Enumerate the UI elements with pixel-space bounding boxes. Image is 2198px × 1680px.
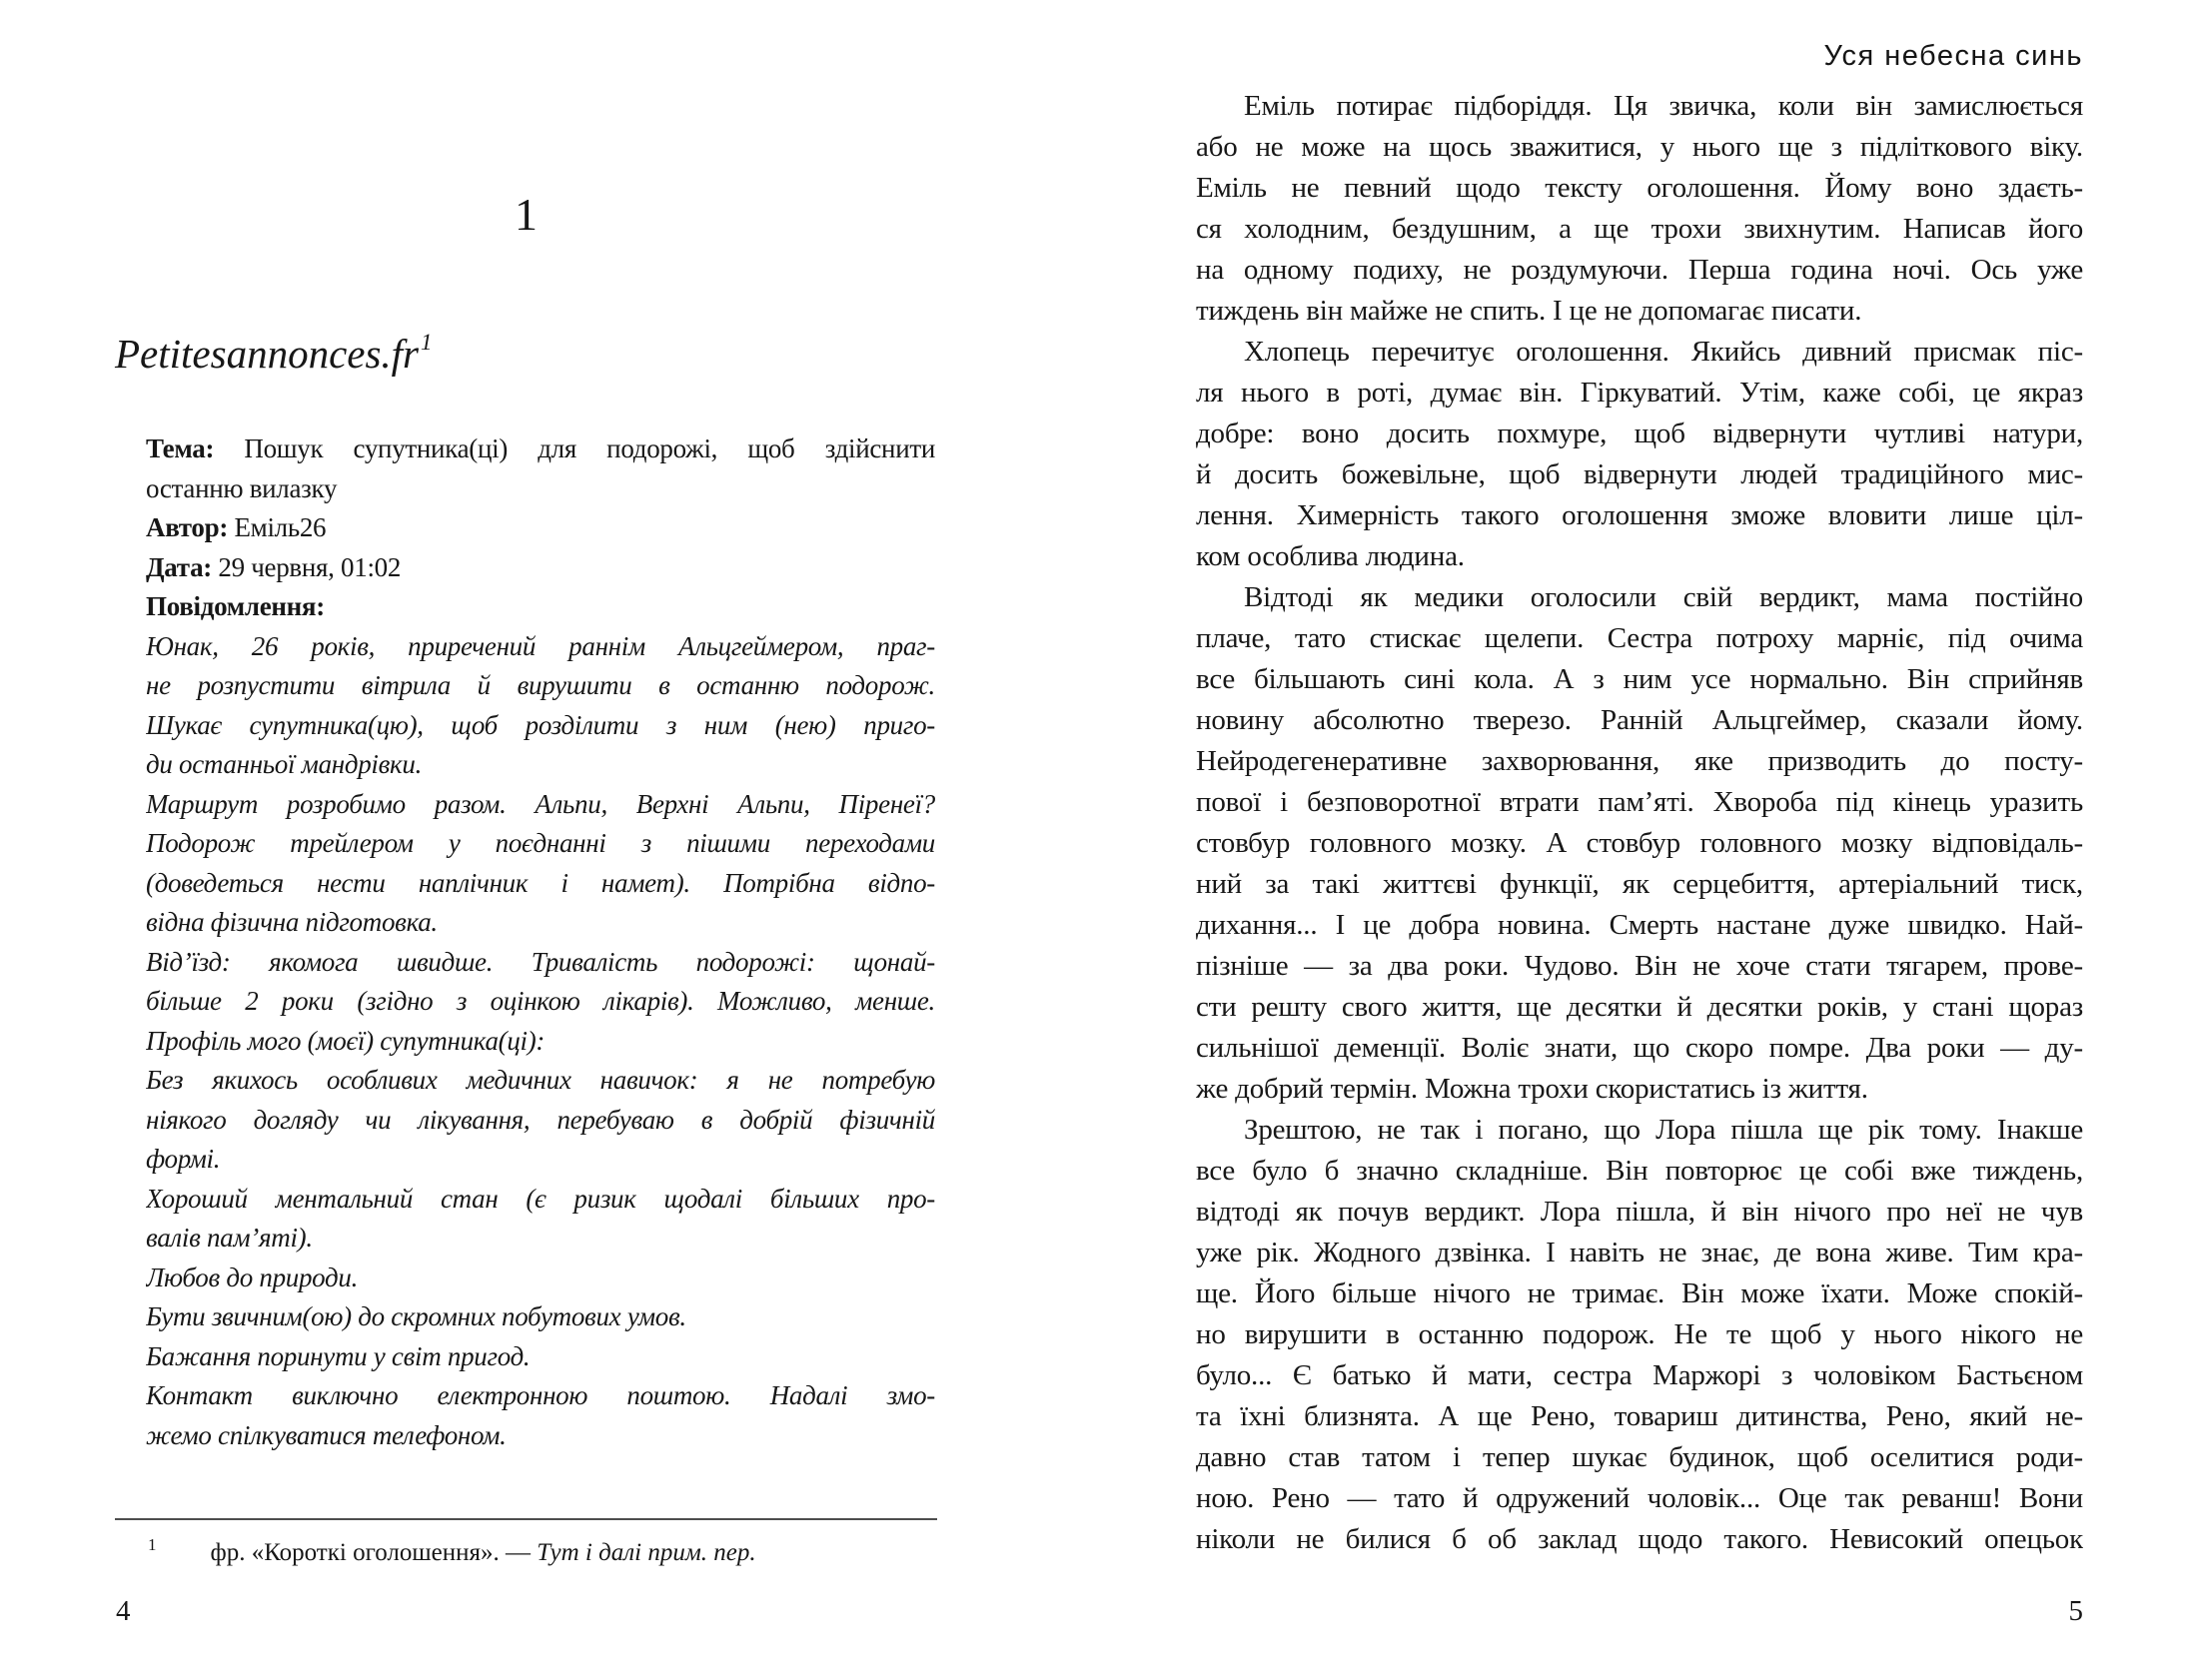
text-line <box>146 627 935 667</box>
paragraph <box>1196 1110 2083 1560</box>
text-segment: плаче, тато стискає щелепи. Сестра потроху марніє, під очима <box>1196 622 2083 654</box>
text-line <box>1196 414 2083 454</box>
text-line <box>146 824 935 864</box>
text-line <box>1196 1478 2083 1519</box>
text-line <box>1196 864 2083 905</box>
text-segment: давно став татом і тепер шукає будинок, щоб оселитися роди- <box>1196 1441 2083 1473</box>
text-segment: та їхні близнята. А ще Рено, товариш дитинства, Рено, який не- <box>1196 1400 2083 1432</box>
text-segment: Контакт виключно електронною поштою. Надалі змо- <box>146 1380 935 1410</box>
text-line <box>1196 1151 2083 1192</box>
text-segment: Еміль не певний щодо тексту оголошення. Йому воно здаєть- <box>1196 172 2083 204</box>
text-segment: но вирушити в останню подорож. Не те щоб у нього нікого не <box>1196 1318 2083 1350</box>
body-text <box>1196 86 2083 1560</box>
text-line <box>1196 1192 2083 1233</box>
text-line <box>1196 905 2083 946</box>
text-line <box>1196 782 2083 823</box>
text-line <box>1196 250 2083 291</box>
text-line <box>146 745 935 785</box>
text-line <box>1196 168 2083 209</box>
text-segment: Бажання поринути у світ пригод. <box>146 1340 531 1371</box>
text-segment: Юнак, 26 років, приречений раннім Альцгеймером, праг- <box>146 630 935 661</box>
text-line <box>146 587 935 627</box>
footnote-text: фр. «Короткі оголошення». — <box>210 1539 538 1566</box>
text-segment: пової і безповоротної втрати пам’яті. Хвороба під кінець уразить <box>1196 786 2083 818</box>
text-line <box>146 864 935 904</box>
footnote-reference: 1 <box>421 330 433 355</box>
text-segment: Профіль мого (моєї) супутника(ці): <box>146 1025 546 1056</box>
text-line <box>1196 127 2083 168</box>
text-segment: Еміль потирає підборіддя. Ця звичка, коли він замислюється <box>1244 90 2083 122</box>
text-line <box>1196 987 2083 1028</box>
text-line <box>1196 1519 2083 1560</box>
text-line <box>1196 332 2083 373</box>
footnote-marker: 1 <box>148 1535 157 1554</box>
text-segment: Пошук супутника(ці) для подорожі, щоб здійснити <box>214 433 935 463</box>
text-segment: ний за такі життєві функції, як серцебиття, артеріальний тиск, <box>1196 868 2083 900</box>
text-segment: Відтоді як медики оголосили свій вердикт, мама постійно <box>1244 581 2083 613</box>
text-segment: же добрий термін. Можна трохи скористатись із життя. <box>1196 1073 1868 1105</box>
text-segment: ди останньої мандрівки. <box>146 749 423 779</box>
text-line <box>146 982 935 1022</box>
text-segment: було... Є батько й мати, сестра Маржорі з чоловіком Бастьєном <box>1196 1359 2083 1391</box>
text-segment: ля нього в роті, думає він. Гіркуватий. Утім, каже собі, це якраз <box>1196 377 2083 409</box>
text-line <box>146 1297 935 1337</box>
text-segment: тиждень він майже не спить. І це не допомагає писати. <box>1196 295 1862 327</box>
page-number-left: 4 <box>116 1595 131 1627</box>
text-segment: відна фізична підготовка. <box>146 907 438 937</box>
chapter-title <box>115 330 433 378</box>
text-segment: Зрештою, не так і погано, що Лора пішла ще рік тому. Інакше <box>1244 1114 2083 1146</box>
text-line <box>1196 700 2083 741</box>
text-line <box>1196 536 2083 577</box>
text-line <box>146 1219 935 1259</box>
text-line <box>146 1061 935 1101</box>
text-segment: ся холодним, бездушним, а ще трохи звихнутим. Написав його <box>1196 213 2083 245</box>
ad-text-block <box>146 429 935 1455</box>
text-line <box>1196 946 2083 987</box>
text-line <box>146 1416 935 1456</box>
text-line <box>1196 823 2083 864</box>
text-segment: Еміль26 <box>228 512 327 542</box>
text-line <box>1196 291 2083 332</box>
text-segment: ніколи не билися б об заклад щодо такого. Невисокий опецьок <box>1196 1523 2083 1555</box>
text-line <box>146 1180 935 1220</box>
footnote-text-italic: Тут і далі прим. пер. <box>537 1539 756 1566</box>
text-line <box>146 785 935 825</box>
text-line <box>146 1376 935 1416</box>
text-line <box>146 429 935 469</box>
text-segment: формі. <box>146 1144 221 1174</box>
text-segment: останню вилазку <box>146 472 338 503</box>
text-line <box>146 469 935 509</box>
right-page <box>1099 0 2198 1680</box>
footnote-divider <box>115 1518 937 1520</box>
text-line <box>146 1259 935 1298</box>
text-line <box>1196 1233 2083 1273</box>
text-segment: Нейродегенеративне захворювання, яке призводить до посту- <box>1196 745 2083 777</box>
text-segment: ною. Рено — тато й одружений чоловік... Оце так реванш! Вони <box>1196 1482 2083 1514</box>
text-line <box>1196 1069 2083 1110</box>
text-segment: все більшають сині кола. А з ним усе нормально. Він сприйняв <box>1196 663 2083 695</box>
text-segment: й досить божевільне, щоб відвернути людей традиційного мис- <box>1196 458 2083 490</box>
text-line <box>1196 1355 2083 1396</box>
text-segment: відтоді як почув вердикт. Лора пішла, й він нічого про неї не чув <box>1196 1196 2083 1228</box>
text-segment: Маршрут розробимо разом. Альпи, Верхні Альпи, Піренеї? <box>146 788 935 819</box>
text-line <box>1196 1028 2083 1069</box>
text-segment: або не може на щось зважитися, у нього ще з підліткового віку. <box>1196 131 2083 163</box>
text-segment: Від’їзд: якомога швидше. Тривалість подорожі: щонай- <box>146 946 935 977</box>
text-line <box>1196 1110 2083 1151</box>
text-segment: дихання... І це добра новина. Смерть настане дуже швидко. Най- <box>1196 909 2083 941</box>
text-segment: на одному подиху, не роздумуючи. Перша година ночі. Ось уже <box>1196 254 2083 286</box>
text-line <box>146 1337 935 1377</box>
text-line <box>1196 86 2083 127</box>
text-line <box>146 706 935 746</box>
text-line <box>1196 495 2083 536</box>
field-label: Автор: <box>146 512 229 542</box>
paragraph <box>1196 86 2083 332</box>
text-segment: не розпустити вітрила й вирушити в останню подорож. <box>146 670 935 700</box>
text-segment: ніякого догляду чи лікування, перебуваю в добрій фізичній <box>146 1104 935 1135</box>
text-segment: сильнішої деменції. Воліє знати, що скоро помре. Два роки — ду- <box>1196 1032 2083 1064</box>
text-segment: стовбур головного мозку. А стовбур головного мозку відповідаль- <box>1196 827 2083 859</box>
text-segment: Бути звичним(ою) до скромних побутових умов. <box>146 1301 686 1331</box>
text-segment: 29 червня, 01:02 <box>211 551 402 582</box>
text-line <box>1196 741 2083 782</box>
page-number-right: 5 <box>2068 1595 2083 1627</box>
text-segment: Подорож трейлером у поєднанні з пішими переходами <box>146 828 935 858</box>
text-line <box>146 666 935 706</box>
text-segment: лення. Химерність такого оголошення зможе вловити лише ціл- <box>1196 499 2083 531</box>
text-line <box>146 548 935 588</box>
paragraph <box>1196 332 2083 577</box>
chapter-number: 1 <box>515 189 538 240</box>
text-segment: жемо спілкуватися телефоном. <box>146 1419 507 1450</box>
text-line <box>1196 209 2083 250</box>
text-line <box>1196 1273 2083 1314</box>
text-segment: пізніше — за два роки. Чудово. Він не хоче стати тягарем, прове- <box>1196 950 2083 982</box>
text-segment: більше 2 роки (згідно з оцінкою лікарів). Можливо, менше. <box>146 986 935 1016</box>
footnote <box>148 1536 937 1570</box>
text-line <box>146 508 935 548</box>
field-label: Дата: <box>146 551 212 582</box>
text-segment: Хороший ментальний стан (є ризик щодалі більших про- <box>146 1183 935 1214</box>
text-segment: Без якихось особливих медичних навичок: я не потребую <box>146 1065 935 1095</box>
text-line <box>1196 1396 2083 1437</box>
text-line <box>146 1101 935 1141</box>
text-line <box>1196 577 2083 618</box>
field-label: Повідомлення: <box>146 591 325 621</box>
text-line <box>146 943 935 983</box>
text-line <box>146 1022 935 1062</box>
text-segment: Шукає супутника(цю), щоб розділити з ним (нею) приго- <box>146 709 935 740</box>
text-line <box>1196 659 2083 700</box>
field-label: Тема: <box>146 433 215 463</box>
text-segment: (доведеться нести наплічник і намет). Потрібна відпо- <box>146 867 935 898</box>
chapter-title-text: Petitesannonces.fr <box>115 331 420 377</box>
running-header: Уся небесна синь <box>1823 40 2083 72</box>
text-line <box>146 1140 935 1180</box>
text-segment: валів пам’яті). <box>146 1223 313 1253</box>
text-segment: добре: воно досить похмуре, щоб відвернути чутливі натури, <box>1196 418 2083 449</box>
text-segment: Любов до природи. <box>146 1261 359 1292</box>
text-line <box>1196 1314 2083 1355</box>
text-line <box>1196 373 2083 414</box>
text-segment: все було б значно складніше. Він повторює це собі вже тиждень, <box>1196 1155 2083 1187</box>
text-line <box>1196 454 2083 495</box>
text-segment: ком особлива людина. <box>1196 540 1465 572</box>
text-segment: ще. Його більше нічого не тримає. Він може їхати. Може спокій- <box>1196 1277 2083 1309</box>
text-segment: новину абсолютно тверезо. Ранній Альцгеймер, сказали йому. <box>1196 704 2083 736</box>
text-segment: Хлопець перечитує оголошення. Якийсь дивний присмак піс- <box>1244 336 2083 368</box>
text-segment: сти решту свого життя, ще десятки й десятки років, у стані щораз <box>1196 991 2083 1023</box>
text-line <box>1196 1437 2083 1478</box>
paragraph <box>1196 577 2083 1110</box>
text-segment: уже рік. Жодного дзвінка. І навіть не знає, де вона живе. Тим кра- <box>1196 1237 2083 1268</box>
text-line <box>1196 618 2083 659</box>
text-line <box>146 903 935 943</box>
